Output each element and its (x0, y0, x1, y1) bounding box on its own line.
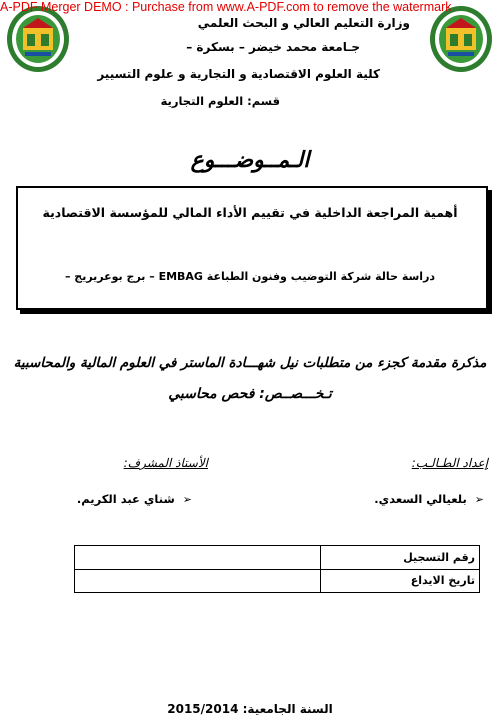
student-label: إعداد الطـالـب: (411, 456, 488, 470)
memo-statement: مذكرة مقدمة كجزء من متطلبات نيل شهـــادة الماستر في العلوم المالية والمحاسبية (13, 355, 487, 371)
faculty-name: كلية العلوم الاقتصادية و التجارية و علوم التسيير (97, 67, 380, 81)
registration-number-value (75, 546, 321, 570)
registration-table (74, 545, 480, 593)
case-study-subtitle: دراسة حالة شركة التوضيب وفنون الطباعة EMBAG – برج بوعريريج – (64, 270, 436, 283)
supervisor-entry (77, 492, 192, 506)
specialty-line: تـخـــصــص: فحص محاسبي (168, 386, 332, 402)
supervisor-label: الأستاذ المشرف: (123, 456, 208, 470)
table-row (75, 569, 480, 593)
department-name: قسم: العلوم التجارية (160, 94, 280, 108)
student-name: بلعيالي السعدي. (374, 492, 467, 506)
thesis-title: أهمية المراجعة الداخلية في تقييم الأداء المالي للمؤسسة الاقتصادية (42, 205, 458, 220)
arrow-icon: ➢ (182, 493, 192, 506)
deposit-date-label: تاريخ الايداع (321, 569, 480, 593)
deposit-date-value (75, 569, 321, 593)
university-name: جـامعة محمد خيضر – بسكرة – (186, 40, 360, 54)
watermark-text: A-PDF Merger DEMO : Purchase from www.A-PDF.com to remove the watermark (0, 0, 452, 14)
arrow-icon: ➢ (474, 493, 484, 506)
subject-heading: الـمــوضـــوع (190, 148, 310, 173)
student-entry (374, 492, 484, 506)
university-logo-right (428, 4, 494, 74)
university-logo-left (5, 4, 71, 74)
table-row (75, 546, 480, 570)
ministry-name: وزارة التعليم العالي و البحث العلمي (197, 16, 410, 30)
supervisor-name: شناي عبد الكريم. (76, 492, 175, 506)
academic-year: السنة الجامعية: 2015/2014 (167, 702, 333, 716)
registration-number-label: رقم التسجيل (321, 546, 480, 570)
